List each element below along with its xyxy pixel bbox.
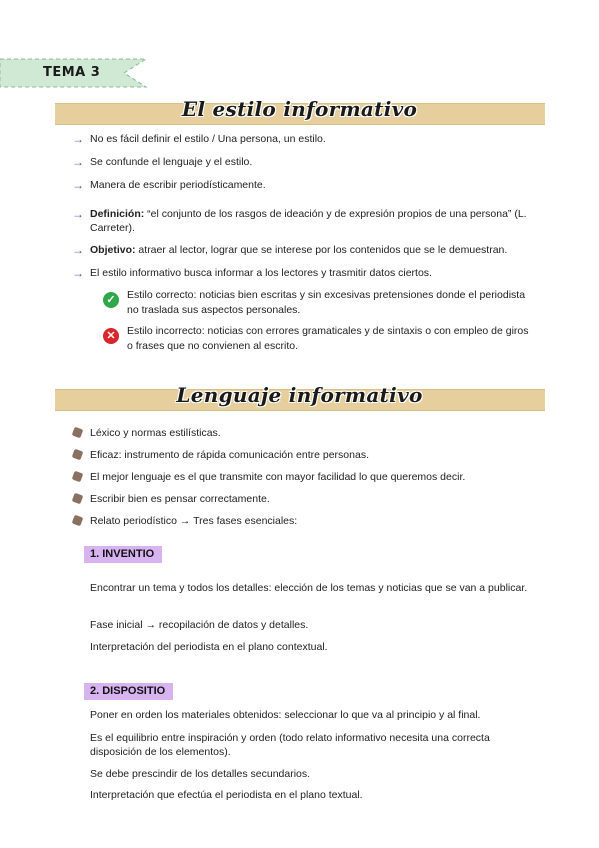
phase-label-dispositio: 2. DISPOSITIO — [84, 683, 173, 700]
arrow-icon: → — [72, 132, 84, 146]
paragraph: Se debe prescindir de los detalles secundarios. — [90, 768, 311, 780]
objective-label: Objetivo: — [90, 244, 136, 256]
arrow-icon: → — [72, 243, 84, 257]
objective-text: atraer al lector, lograr que se interese por los contenidos que se le demuestran. — [135, 244, 508, 256]
bullet-icon — [72, 493, 84, 505]
list-item: Eficaz: instrumento de rápida comunicación entre personas. — [90, 449, 369, 461]
list-item: Escribir bien es pensar correctamente. — [90, 493, 270, 505]
arrow-icon: → — [72, 207, 84, 221]
bullet-icon — [72, 427, 84, 439]
incorrect-style-text: Estilo incorrecto: noticias con errores gramaticales y de sintaxis o con empleo de giros o frases que no convienen al escrito. — [127, 325, 529, 352]
list-item: El mejor lenguaje es el que transmite con mayor facilidad lo que queremos decir. — [90, 471, 466, 483]
phase-label-inventio: 1. INVENTIO — [84, 546, 162, 563]
list-item: Relato periodístico → Tres fases esenciales: — [90, 515, 298, 527]
correct-style-text: Estilo correcto: noticias bien escritas y sin excesivas pretensiones donde el periodista no traslada sus aspectos personales. — [127, 289, 526, 316]
paragraph: Poner en orden los materiales obtenidos: seleccionar lo que va al principio y al final. — [90, 709, 481, 721]
arrow-icon: → — [72, 155, 84, 169]
section-title-lenguaje: Lenguaje informativo — [176, 383, 423, 407]
definition-label: Definición: — [90, 208, 145, 220]
arrow-icon: → — [72, 178, 84, 192]
bullet-icon — [72, 515, 84, 527]
arrow-icon: → — [72, 266, 84, 280]
paragraph: Interpretación del periodista en el plano contextual. — [90, 641, 328, 653]
check-icon: ✓ — [103, 292, 119, 308]
paragraph: Interpretación que efectúa el periodista en el plano textual. — [90, 789, 363, 801]
bullet-icon — [72, 449, 84, 461]
cross-icon: ✕ — [103, 328, 119, 344]
paragraph: Es el equilibrio entre inspiración y orden (todo relato informativo necesita una correcta disposición de los elementos). — [90, 732, 490, 758]
paragraph: Encontrar un tema y todos los detalles: elección de los temas y noticias que se van a publicar. — [90, 582, 528, 594]
paragraph: Fase inicial → recopilación de datos y detalles. — [90, 619, 309, 631]
list-item: Léxico y normas estilísticas. — [90, 427, 221, 439]
section-title-estilo: El estilo informativo — [181, 97, 418, 121]
tab-label: TEMA 3 — [43, 65, 101, 80]
definition-text: “el conjunto de los rasgos de ideación y de expresión propios de una persona” (L. Carreter). — [90, 208, 527, 234]
tema-tab — [0, 57, 150, 89]
bullet-icon — [72, 471, 84, 483]
